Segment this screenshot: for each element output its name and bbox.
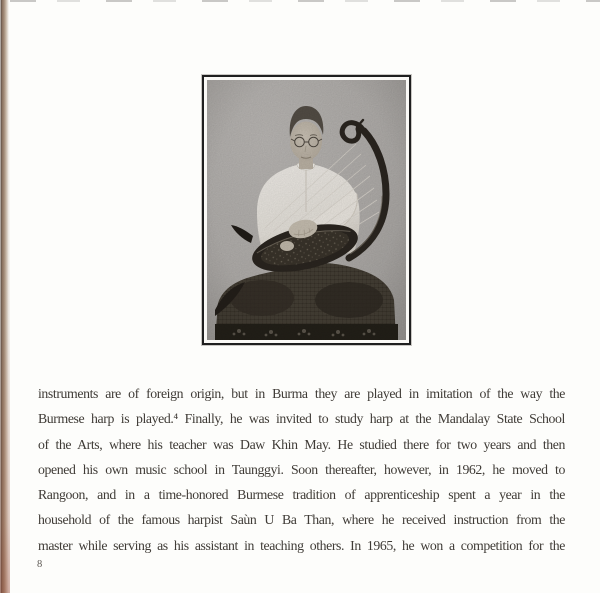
scan-top-edge-artifact [10, 0, 600, 2]
portrait-photo [207, 80, 406, 340]
photo-frame [202, 75, 411, 345]
body-text-line: opened his own music school in Taunggyi. Soon thereafter, however, in 1962, he moved to [38, 461, 565, 477]
body-text [38, 381, 565, 558]
body-text-line: instruments are of foreign origin, but in Burma they are played in imitation of the way the [38, 386, 565, 401]
body-text-line: household of the famous harpist Saùn U Ba Than, where he received instruction from the [38, 512, 565, 528]
body-text-line: Rangoon, and in a time-honored Burmese tradition of apprenticeship spent a year in the [38, 487, 565, 503]
scan-gutter-edge-artifact [0, 0, 10, 593]
body-text-line: Burmese harp is played.⁴ Finally, he was invited to study harp at the Mandalay State School [38, 411, 565, 427]
page-number: 8 [37, 559, 43, 570]
body-text-line: master while serving as his assistant in teaching others. In 1965, he won a competition for the [38, 537, 565, 553]
body-text-line: of the Arts, where his teacher was Daw Khin May. He studied there for two years and then [38, 436, 565, 452]
